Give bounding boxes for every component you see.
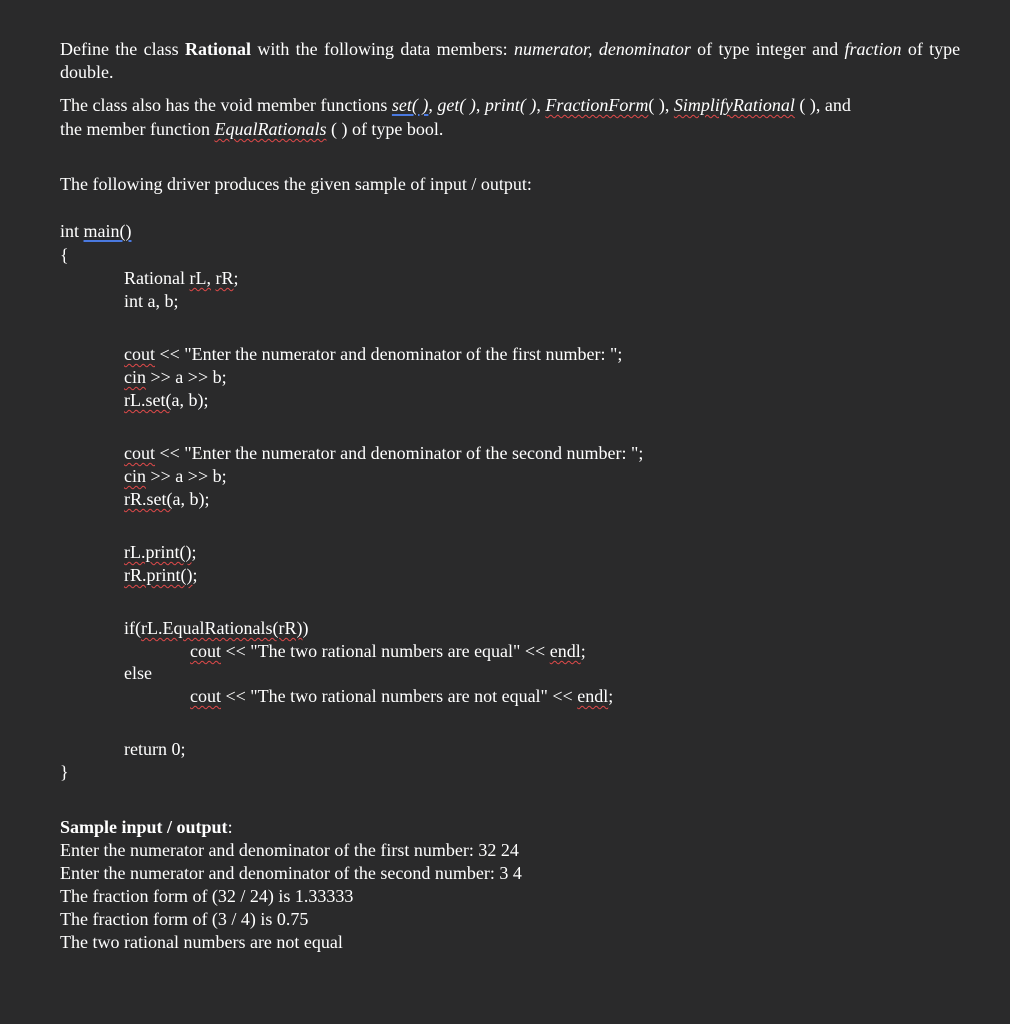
code-cout: cout xyxy=(190,686,221,706)
text: int xyxy=(60,221,80,241)
code-rl-set xyxy=(124,389,208,412)
code-prompt-1 xyxy=(124,343,622,366)
code-else: else xyxy=(124,663,152,683)
text: Define the class xyxy=(60,39,179,59)
text: , xyxy=(475,95,481,115)
code-main-signature xyxy=(60,220,132,243)
text: with the following data members: xyxy=(257,39,508,59)
text: ( ) of type bool. xyxy=(330,119,444,139)
intro-paragraph-1 xyxy=(60,38,960,84)
text: ( ), xyxy=(648,95,670,115)
text: if( xyxy=(124,618,141,638)
text: : xyxy=(227,817,233,837)
code-endl: endl xyxy=(549,641,581,661)
code-close-brace: } xyxy=(60,762,69,782)
code-if xyxy=(124,617,308,640)
code-endl: endl xyxy=(577,686,609,706)
text: a, b); xyxy=(172,489,210,509)
text: ) xyxy=(302,618,309,638)
code-ident: rL.print() xyxy=(124,542,192,562)
code-rr-print xyxy=(124,564,198,587)
fn-get: get( ) xyxy=(437,95,476,115)
code-ident: rR.print() xyxy=(124,565,193,585)
member-fraction: fraction xyxy=(844,39,902,59)
code-ident: rR.set( xyxy=(124,489,173,509)
text: of type integer and xyxy=(697,39,839,59)
code-cout-equal xyxy=(190,640,586,663)
code-cin: cin xyxy=(124,367,146,387)
text: ; xyxy=(580,641,586,661)
sample-heading xyxy=(60,816,233,839)
code-cout-not-equal xyxy=(190,685,613,708)
text: << "The two rational numbers are equal" << xyxy=(225,641,546,661)
sample-line: Enter the numerator and denominator of the first number: 32 24 xyxy=(60,840,519,860)
class-name: Rational xyxy=(184,39,251,59)
text: of type double. xyxy=(60,39,961,82)
sample-line: The fraction form of (32 / 24) is 1.33333 xyxy=(60,886,354,906)
text: , xyxy=(536,95,541,115)
text: << "The two rational numbers are not equal" << xyxy=(225,686,573,706)
code-rr-set xyxy=(124,488,209,511)
text: ( ), and xyxy=(799,95,851,115)
code-return: return 0; xyxy=(124,739,186,759)
code-rl-print xyxy=(124,541,197,564)
code-ident: rL.EqualRationals(rR) xyxy=(141,618,303,638)
code-cin-1 xyxy=(124,366,227,389)
code-cout: cout xyxy=(124,344,155,364)
code-ident: rL, xyxy=(189,268,211,288)
sample-line: Enter the numerator and denominator of the second number: 3 4 xyxy=(60,863,522,883)
sample-line: The two rational numbers are not equal xyxy=(60,932,343,952)
text: << "Enter the numerator and denominator of the first number: "; xyxy=(159,344,623,364)
fn-simplifyrational: SimplifyRational xyxy=(673,95,795,115)
text: ; xyxy=(191,542,197,562)
text: >> a >> b; xyxy=(150,466,227,486)
member-denominator: denominator xyxy=(598,39,691,59)
text: >> a >> b; xyxy=(150,367,227,387)
text: The class also has the void member functions xyxy=(60,95,388,115)
code-cout: cout xyxy=(190,641,221,661)
text: a, b); xyxy=(171,390,209,410)
text: ; xyxy=(608,686,614,706)
text: Rational xyxy=(124,268,185,288)
sample-heading-text: Sample input / output xyxy=(60,817,228,837)
text: ; xyxy=(233,268,239,288)
sample-line: The fraction form of (3 / 4) is 0.75 xyxy=(60,909,309,929)
fn-print: print( ) xyxy=(484,95,537,115)
code-cin-2 xyxy=(124,465,227,488)
code-cout: cout xyxy=(124,443,155,463)
fn-fractionform: FractionForm xyxy=(545,95,649,115)
driver-intro: The following driver produces the given sample of input / output: xyxy=(60,174,532,194)
text: , xyxy=(428,95,433,115)
code-open-brace: { xyxy=(60,245,69,265)
intro-paragraph-2-line-2 xyxy=(60,118,443,141)
code-ident: rR xyxy=(215,268,234,288)
fn-set: set( ) xyxy=(391,95,429,115)
code-main: main() xyxy=(83,221,132,241)
text: the member function xyxy=(60,119,210,139)
intro-paragraph-2-line-1 xyxy=(60,94,851,117)
fn-equalrationals: EqualRationals xyxy=(214,119,327,139)
code-rational-decl xyxy=(124,267,239,290)
text: << "Enter the numerator and denominator of the second number: "; xyxy=(159,443,644,463)
member-numerator: numerator, xyxy=(513,39,593,59)
text: ; xyxy=(192,565,198,585)
code-ident: rL.set( xyxy=(124,390,172,410)
code-cin: cin xyxy=(124,466,146,486)
code-prompt-2 xyxy=(124,442,643,465)
code-int-decl: int a, b; xyxy=(124,291,179,311)
